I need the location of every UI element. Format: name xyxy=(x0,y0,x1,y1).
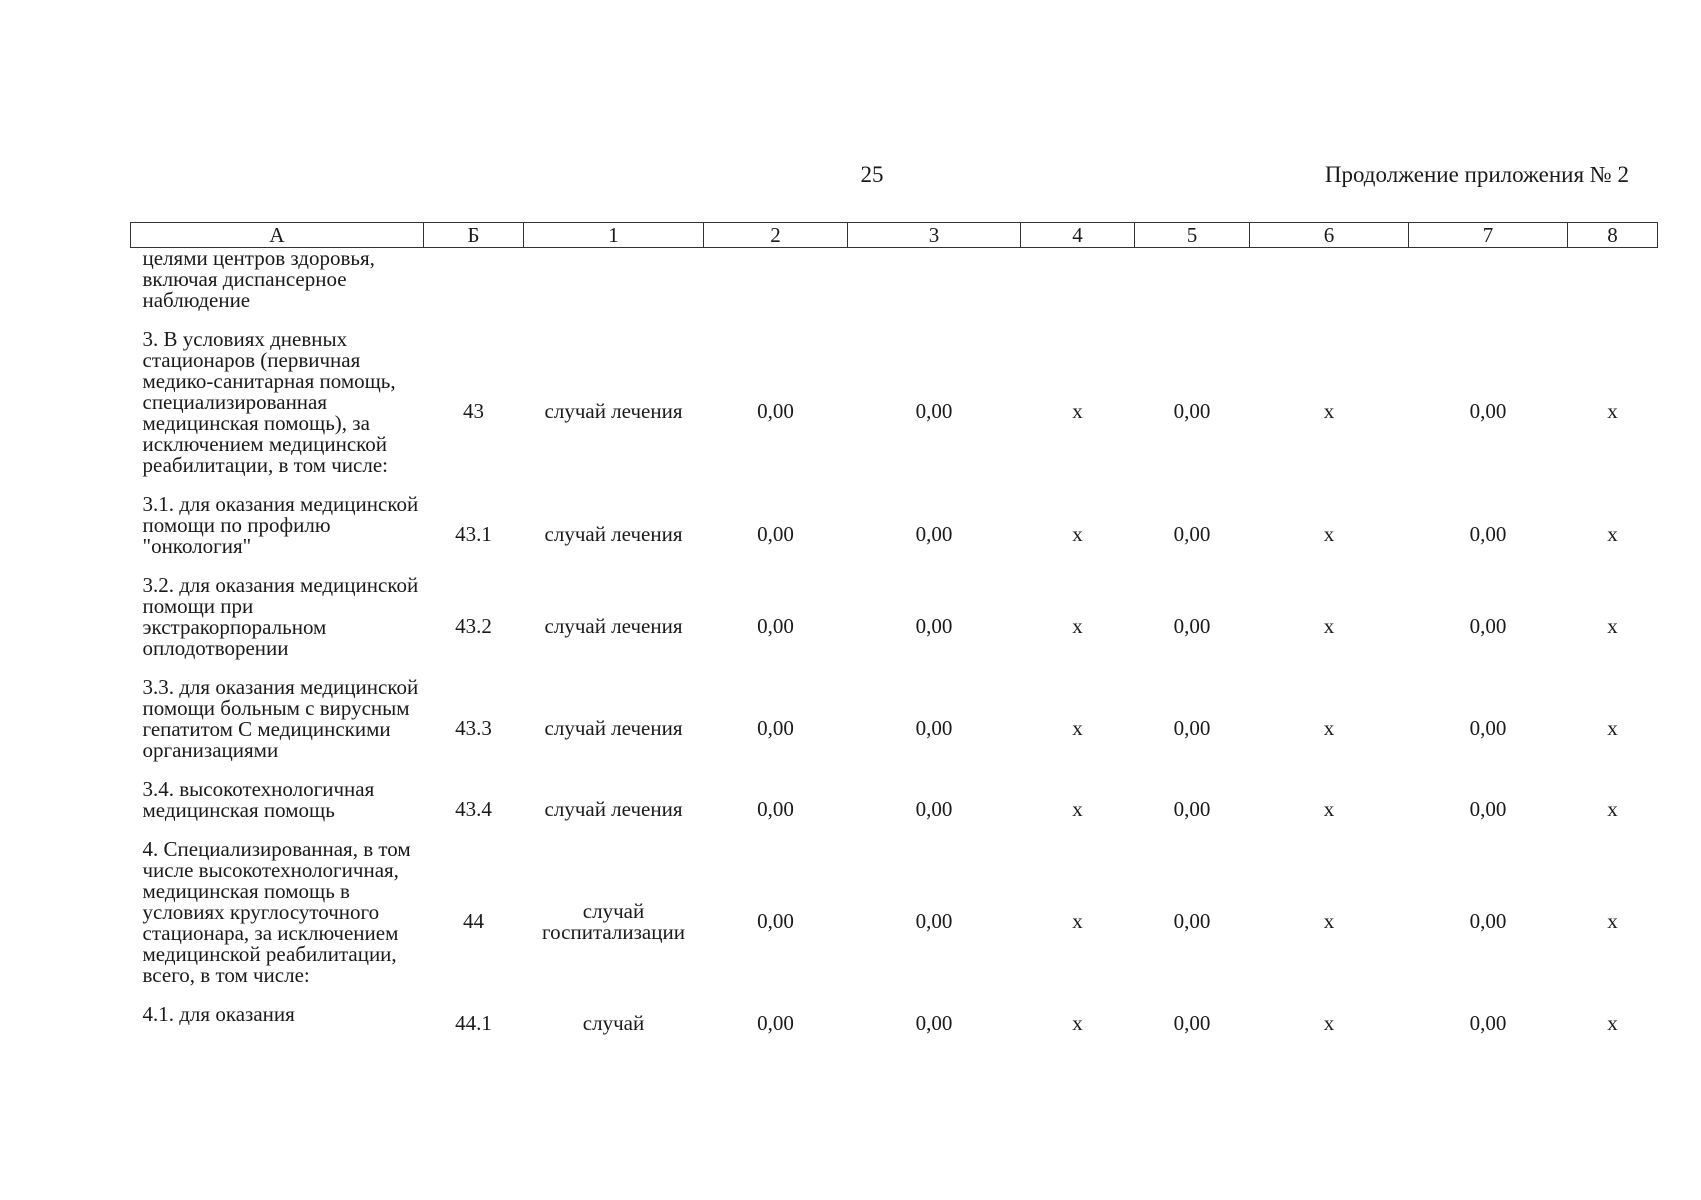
row-value: 0,00 xyxy=(1173,1011,1211,1035)
row-value xyxy=(1409,248,1568,330)
header-cell: А xyxy=(131,223,424,248)
row-code: 43 xyxy=(463,399,484,423)
row-value: 0,00 xyxy=(915,909,953,933)
row-unit: случай лечения xyxy=(544,399,683,423)
header-cell: 2 xyxy=(704,223,848,248)
row-value: 0,00 xyxy=(1173,522,1211,546)
row-value: 0,00 xyxy=(757,909,794,933)
row-value: 0,00 xyxy=(915,1011,953,1035)
row-name: 4. Специализированная, в том числе высокотехнологичная, медицинская помощь в условиях круглосуточного стационара, за исключением медицинской реабилитации, всего, в том числе: xyxy=(142,837,411,987)
row-code: 43.1 xyxy=(455,522,492,546)
row-name: 3.1. для оказания медицинской помощи по профилю "онкология" xyxy=(142,492,419,558)
row-unit: случай лечения xyxy=(544,613,683,638)
row-value: х xyxy=(1607,1011,1618,1035)
row-value: х xyxy=(1072,399,1083,423)
row-value: 0,00 xyxy=(915,522,953,546)
row-value: х xyxy=(1607,613,1618,638)
row-value: 0,00 xyxy=(1173,399,1211,423)
header-cell: 8 xyxy=(1568,223,1658,248)
row-value: х xyxy=(1323,909,1335,933)
row-value: х xyxy=(1607,522,1618,546)
row-value: 0,00 xyxy=(915,796,953,821)
row-value: 0,00 xyxy=(1173,796,1211,821)
row-value: 0,00 xyxy=(757,522,794,546)
header-row xyxy=(131,223,1658,248)
header-cell: 4 xyxy=(1021,223,1135,248)
row-unit: случай госпитализации xyxy=(542,898,685,944)
row-value: 0,00 xyxy=(757,715,794,740)
table-row xyxy=(131,839,1658,1004)
row-value: 0,00 xyxy=(1469,796,1507,821)
row-value: х xyxy=(1072,522,1083,546)
row-value: 0,00 xyxy=(915,613,953,638)
row-value: 0,00 xyxy=(1469,909,1507,933)
header-cell: 5 xyxy=(1135,223,1250,248)
row-value xyxy=(1568,248,1658,330)
row-value: 0,00 xyxy=(1469,399,1507,423)
row-code: 44.1 xyxy=(455,1011,492,1035)
header-cell: 1 xyxy=(524,223,704,248)
row-value xyxy=(1135,248,1250,330)
row-value: х xyxy=(1072,1011,1083,1035)
header-cell: 3 xyxy=(848,223,1021,248)
row-value: 0,00 xyxy=(757,399,794,423)
table-row xyxy=(131,329,1658,494)
row-value: х xyxy=(1607,399,1618,423)
table-row xyxy=(131,779,1658,839)
row-code: 43.2 xyxy=(455,613,492,638)
row-name: 3.4. высокотехнологичная медицинская помощь xyxy=(142,777,375,822)
row-value: 0,00 xyxy=(757,613,794,638)
row-value: 0,00 xyxy=(915,715,953,740)
header-cell: 7 xyxy=(1409,223,1568,248)
table-row xyxy=(131,575,1658,677)
row-value xyxy=(704,248,848,330)
row-value: х xyxy=(1072,613,1083,638)
table-row xyxy=(131,494,1658,575)
row-value: 0,00 xyxy=(1173,715,1211,740)
data-table xyxy=(130,222,1658,1043)
row-value: х xyxy=(1323,613,1335,638)
header-cell: Б xyxy=(424,223,524,248)
table-row xyxy=(131,1004,1658,1043)
row-value: 0,00 xyxy=(1469,715,1507,740)
row-code: 43.3 xyxy=(455,715,492,740)
appendix-reference: Продолжение приложения № 2 xyxy=(1324,162,1629,187)
row-unit: случай лечения xyxy=(544,522,683,546)
row-unit xyxy=(524,248,704,330)
row-value xyxy=(1250,248,1409,330)
row-name: 4.1. для оказания xyxy=(142,1002,295,1026)
row-value xyxy=(1021,248,1135,330)
row-value: 0,00 xyxy=(915,399,953,423)
row-value: 0,00 xyxy=(1469,1011,1507,1035)
row-value: х xyxy=(1607,909,1618,933)
row-value: х xyxy=(1072,796,1083,821)
row-value: х xyxy=(1323,522,1335,546)
row-code: 43.4 xyxy=(455,796,492,821)
row-value: 0,00 xyxy=(1469,613,1507,638)
row-value: х xyxy=(1323,796,1335,821)
row-name: 3.3. для оказания медицинской помощи больным с вирусным гепатитом С медицинскими организациями xyxy=(142,675,419,762)
table-row xyxy=(131,677,1658,779)
row-value: 0,00 xyxy=(757,796,794,821)
page-number: 25 xyxy=(860,162,884,187)
row-name: целями центров здоровья, включая диспансерное наблюдение xyxy=(142,246,375,312)
row-value: 0,00 xyxy=(1173,613,1211,638)
row-value: х xyxy=(1323,715,1335,740)
row-code: 44 xyxy=(463,909,484,933)
row-name: 3.2. для оказания медицинской помощи при экстракорпоральном оплодотворении xyxy=(142,573,419,660)
row-unit: случай лечения xyxy=(544,796,683,821)
row-value: 0,00 xyxy=(1469,522,1507,546)
row-name: 3. В условиях дневных стационаров (первичная медико-санитарная помощь, специализированная медицинская помощь), за исключением медицинской реабилитации, в том числе: xyxy=(142,327,396,477)
row-code xyxy=(424,248,524,330)
header-cell: 6 xyxy=(1250,223,1409,248)
row-unit: случай лечения xyxy=(544,715,683,740)
row-unit: случай xyxy=(582,1011,645,1035)
table-row xyxy=(131,248,1658,330)
row-value: х xyxy=(1072,715,1083,740)
row-value: 0,00 xyxy=(757,1011,794,1035)
row-value: х xyxy=(1607,715,1618,740)
row-value: 0,00 xyxy=(1173,909,1211,933)
row-value: х xyxy=(1323,399,1335,423)
row-value: х xyxy=(1072,909,1083,933)
row-value: х xyxy=(1607,796,1618,821)
row-value xyxy=(848,248,1021,330)
row-value: х xyxy=(1323,1011,1335,1035)
